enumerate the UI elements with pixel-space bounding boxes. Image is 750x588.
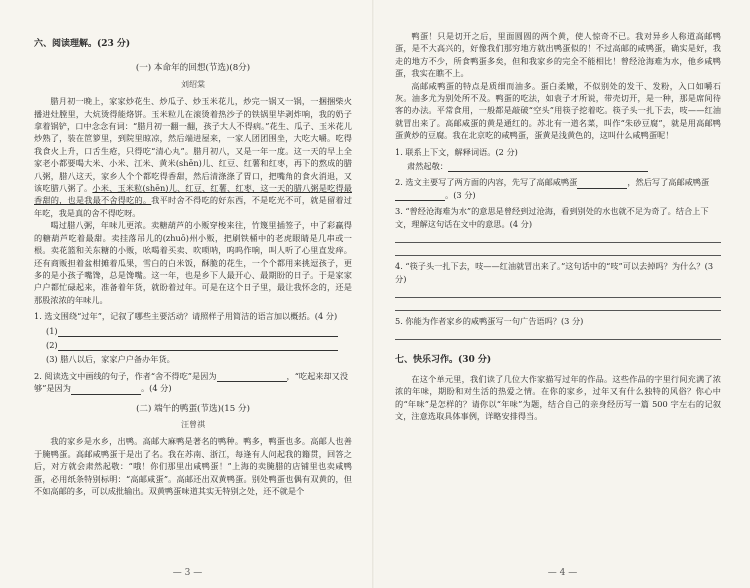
question-r5: 5. 你能为作者家乡的咸鸭蛋写一句广告语吗？(3 分) — [395, 315, 584, 326]
article2-paragraph-1: 我的家乡是水乡，出鸭。高邮大麻鸭是著名的鸭种。鸭多，鸭蛋也多。高邮人也善于腌鸭蛋。高邮咸鸭蛋于是出了名。我在苏南、浙江，每逢有人问起我的籍贯，回答之后，对方就会肃然起敬：“哦！你们那里出咸鸭蛋！”上海的卖腌腊的店铺里也卖咸鸭蛋，必用纸条特别标明：“高邮咸蛋”。高邮还出双黄鸭蛋。别处鸭蛋也偶有双黄的，但不如高邮的多，可以成批输出。双黄鸭蛋味道其实无特别之处，还不就是个 — [34, 436, 352, 496]
answer-rule-r3a[interactable] — [395, 230, 721, 243]
answer-line-2[interactable]: (2) — [46, 339, 352, 351]
page-4-column — [395, 30, 721, 422]
question-r2: 2. 选文主要写了两方面的内容，先写了高邮咸鸭蛋 ，然后写了高邮咸鸭蛋。(3 分) — [395, 177, 710, 200]
article2-paragraph-2: 鸭蛋！只是切开之后，里面圆圆的两个黄，使人惊奇不已。我对异乡人称道高邮鸭蛋，是不大高兴的，好像我们那穷地方就出鸭蛋似的！不过高邮的咸鸭蛋，确实是好，我走的地方不少，所食鸭蛋多矣，但和我家乡的完全不能相比！曾经沧海难为水，他乡咸鸭蛋，我实在瞧不上。 — [395, 31, 721, 79]
question-r4: 4. “筷子头一扎下去，吱——红油就冒出来了。”这句话中的“吱”可以去掉吗？为什么？(3 分) — [395, 261, 714, 284]
page-number-3: — 3 — — [172, 568, 203, 578]
answer-rule-r5[interactable] — [395, 327, 721, 340]
answer-line-r1[interactable]: 肃然起敬： — [407, 160, 721, 172]
answer-line-1[interactable]: (1) — [46, 325, 352, 337]
article2-paragraph-3: 高邮咸鸭蛋的特点是质细而油多。蛋白柔嫩，不似别处的发干、发粉，入口如嚼石灰。油多尤为别处所不及。鸭蛋的吃法，如袁子才所说，带壳切开，是一种，那是席间待客的办法。平常食用，一般都是敲破“空头”用筷子挖着吃。筷子头一扎下去，吱——红油就冒出来了。高邮咸蛋的黄是通红的。苏北有一道名菜，叫作“朱砂豆腐”，就是用高邮鸭蛋黄炒的豆腐。我在北京吃的咸鸭蛋，蛋黄是浅黄色的，这叫什么咸鸭蛋呢！ — [395, 80, 721, 141]
question-r1: 1. 联系上下文，解释词语。(2 分) — [395, 146, 518, 157]
question-1: 1. 选文围绕“过年”，记叙了哪些主要活动？请照样子用简洁的语言加以概括。(4 分) — [34, 311, 338, 322]
section-heading-writing: 七、快乐习作。(30 分) — [395, 355, 492, 366]
answer-rule-r3b[interactable] — [395, 243, 721, 256]
page-number-4: — 4 — — [547, 568, 578, 578]
essay-prompt: 在这个单元里，我们读了几位大作家描写过年的作品。这些作品的字里行间充满了浓浓的年味，期盼和对生活的热爱之情。在你的家乡，过年又有什么独特的风俗？你心中的“年味”是怎样的？请你以“年味”为题，结合自己的亲身经历写一篇 500 字左右的记叙文，注意选取具体事例，详略安排得当。 — [395, 373, 721, 421]
article-author-2: 汪曾祺 — [181, 419, 205, 429]
article-title-2: (二) 端午的鸭蛋(节选)(15 分) — [136, 403, 250, 414]
underlined-sentence: 小米、玉米粒(shēn)儿、红豆、红薯、红枣，这一天的腊八粥是吃得最香甜的，也是我最不舍得吃的。 — [34, 183, 352, 206]
answer-line-3: (3) 腊八以后，家家户户备办年货。 — [46, 354, 175, 365]
answer-rule-r4b[interactable] — [395, 298, 721, 311]
answer-rule-r4a[interactable] — [395, 285, 721, 298]
article1-paragraph-1: 腊月初一晚上，家家炒花生、炒瓜子、炒玉米花儿，炒完一锅又一锅，一捆捆柴火播进灶膛里，大炕烫得能烙饼。玉米粒儿在滚烫着热沙子的铁锅里毕剥炸响，我的奶子拿着锅铲，口中念念有词：“腊月初一翻一翻，孩子大人不得病。”花生、瓜子、玉米花儿炒熟了，装在笸箩里，到院里晾凉，然后端进屋来，一家人团团围坐，大吃大嚼。吃得我食火上升，口舌生疮，只得吃“清心丸”。腊月初八，又是一年一度。这一天的早上全家老小都要喝大米、小米、江米、黄米(shēn)儿、红豆、红薯和红枣，再下的熬成的腊八粥，腊八这天，家乡人个个都吃得香甜，然后清涤涤了胃口，把嘴角的食火消退，又该吃腊八粥了。小米、玉米粒(shēn)儿、红豆、红薯、红枣，这一天的腊八粥是吃得最香甜的，也是我最不舍得吃的。我平时舍不得吃的好东西，不是吃光不可，就是留着过年吃，我是真的舍不得吃呀。 — [34, 96, 352, 218]
question-2: 2. 阅读选文中画线的句子，作者“舍不得吃”是因为 ，“吃起来却又没够”是因为 。(4 分) — [34, 370, 349, 394]
page-4 — [375, 0, 750, 588]
question-r3: 3. “曾经沧海难为水”的意思是曾经到过沧海，看到别处的水也就不足为奇了。结合上下文，理解这句话在文中的意思。(4 分) — [395, 206, 709, 229]
article-author-1: 刘绍棠 — [181, 79, 205, 89]
page-3-column — [34, 38, 352, 497]
section-heading-reading: 六、阅读理解。(23 分) — [34, 39, 131, 49]
article1-paragraph-2: 喝过腊八粥，年味儿更浓。卖糖葫芦的小贩穿梭来往，竹篾里插签子，中了彩赢得的糖葫芦吃着最甜。卖挂落吊儿的(zhuō)州小贩，把刷铁桶中的老虎眼睛是几串或一根。卖花篮和关东糖的小贩，吆喝着买卖、吹唢呐，呜呜作响，叫人听了心里直发痒。还有商贩担着盆柑摊着瓜果，雪白的白米饭，酥脆的花生，一个个都用来挑逗孩子，更多的是小孩子嘴馋，总是馋嘴。这一年，也是乡下人最开心、最期盼的日子。于是家家户户都忙碌起来，准备着年货，就盼着过年。可是在这个日子里，最让我怀念的，还是那股浓浓的年味儿。 — [34, 220, 352, 305]
article-title-1: (一) 本命年的回想(节选)(8分) — [135, 63, 251, 74]
